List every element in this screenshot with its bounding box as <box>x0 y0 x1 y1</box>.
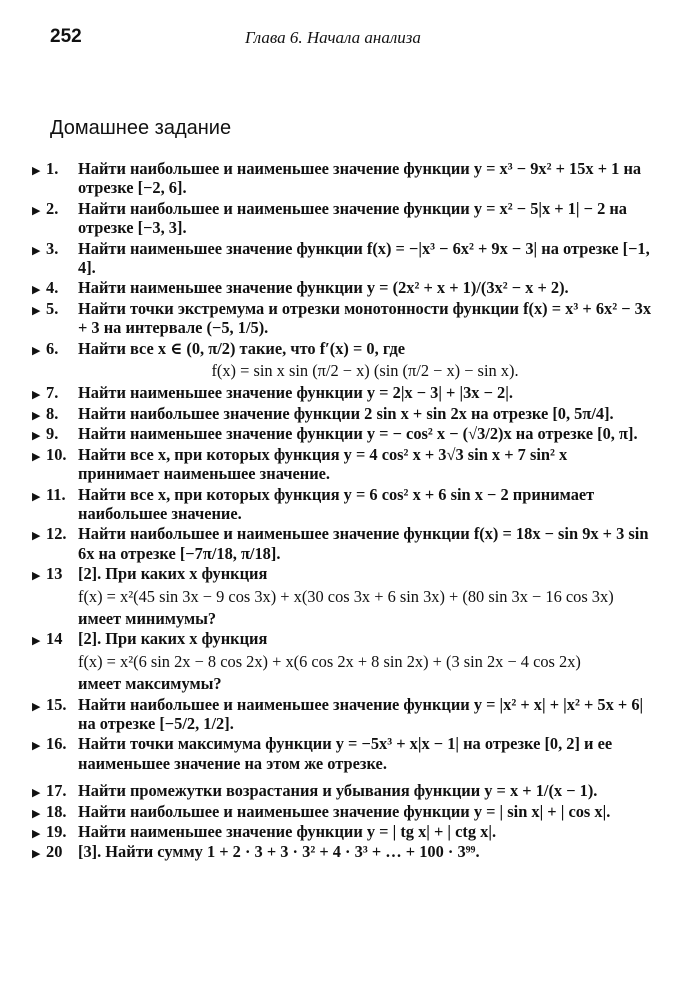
triangle-marker-icon: ▶ <box>32 284 41 297</box>
section-title: Домашнее задание <box>50 117 232 139</box>
problem-text: Найти точки экстремума и отрезки монотонности функции f(x) = x³ + 6x² − 3x + 3 на интервале (−5, 1/5). <box>78 298 652 338</box>
problem-number: 14 <box>46 629 63 649</box>
problem-text: Найти наибольшее и наименьшее значение функции y = | sin x| + | cos x|. <box>78 801 611 821</box>
problem-16 <box>32 734 652 773</box>
problem-text: Найти наибольшее и наименьшее значение функции y = |x² + x| + |x² + 5x + 6| на отрезке [−5/2, 1/2]. <box>78 694 644 733</box>
problem-number: 4. <box>46 278 59 298</box>
problem-text: Найти наибольшее значение функции 2 sin x + sin 2x на отрезке [0, 5π/4]. <box>78 403 614 423</box>
triangle-marker-icon: ▶ <box>32 787 41 800</box>
page-header <box>50 26 630 50</box>
problem-number: 19. <box>46 822 67 841</box>
problem-number: 2. <box>46 198 59 218</box>
problem-text: [2]. При каких x функция <box>78 629 268 649</box>
problem-number: 16. <box>46 734 67 754</box>
problem-text: Найти наименьшее значение функции y = (2x² + x + 1)/(3x² − x + 2). <box>78 278 569 298</box>
problem-number: 17. <box>46 781 67 801</box>
problem-number: 1. <box>46 159 59 178</box>
problem-number: 11. <box>46 484 66 504</box>
problem-text: Найти наименьшее значение функции y = | tg x| + | ctg x|. <box>78 822 497 841</box>
problem-number: 13 <box>46 564 63 584</box>
problem-2 <box>32 199 652 238</box>
running-title: Глава 6. Начала анализа <box>245 28 421 47</box>
problem-text: Найти промежутки возрастания и убывания функции y = x + 1/(x − 1). <box>78 781 598 801</box>
display-formula: f(x) = sin x sin (π/2 − x) (sin (π/2 − x) − sin x). <box>211 361 519 381</box>
problem-text: Найти наименьшее значение функции y = 2|x − 3| + |3x − 2|. <box>78 383 513 403</box>
problem-14 <box>32 629 652 693</box>
problem-text: Найти точки максимума функции y = −5x³ + x|x − 1| на отрезке [0, 2] и ее наименьшее значение на этом же отрезке. <box>78 734 613 773</box>
problem-text: [2]. При каких x функция <box>78 564 268 584</box>
problem-19 <box>32 822 652 841</box>
triangle-marker-icon: ▶ <box>32 530 41 543</box>
page-number: 252 <box>50 26 82 47</box>
problem-11 <box>32 485 652 524</box>
problem-text: Найти наибольшее и наименьшее значение функции y = x³ − 9x² + 15x + 1 на отрезке [−2, 6]. <box>78 159 642 198</box>
problem-number: 18. <box>46 801 67 821</box>
problem-9 <box>32 424 652 443</box>
triangle-marker-icon: ▶ <box>32 570 41 583</box>
triangle-marker-icon: ▶ <box>32 389 41 402</box>
problem-text: Найти все x, при которых функция y = 4 cos² x + 3√3 sin x + 7 sin² x принимает наименьшее значение. <box>78 444 568 484</box>
problem-8 <box>32 404 652 423</box>
problem-number: 8. <box>46 403 59 423</box>
problem-20 <box>32 842 652 861</box>
problem-number: 15. <box>46 694 67 714</box>
problem-number: 5. <box>46 298 59 318</box>
triangle-marker-icon: ▶ <box>32 807 41 820</box>
problem-5 <box>32 299 652 338</box>
triangle-marker-icon: ▶ <box>32 740 41 753</box>
triangle-marker-icon: ▶ <box>32 848 41 861</box>
triangle-marker-icon: ▶ <box>32 828 41 840</box>
problem-6 <box>32 339 652 381</box>
problem-number: 20 <box>46 842 63 862</box>
triangle-marker-icon: ▶ <box>32 204 41 217</box>
triangle-marker-icon: ▶ <box>32 409 41 422</box>
problem-number: 7. <box>46 383 59 403</box>
problem-list <box>32 159 652 863</box>
triangle-marker-icon: ▶ <box>32 635 41 648</box>
display-formula: f(x) = x²(6 sin 2x − 8 cos 2x) + x(6 cos 2x + 8 sin 2x) + (3 sin 2x − 4 cos 2x) <box>78 651 581 671</box>
triangle-marker-icon: ▶ <box>32 490 41 503</box>
problem-text: Найти наименьшее значение функции y = − cos² x − (√3/2)x на отрезке [0, π]. <box>78 424 638 444</box>
display-formula: f(x) = x²(45 sin 3x − 9 cos 3x) + x(30 cos 3x + 6 sin 3x) + (80 sin 3x − 16 cos 3x) <box>78 586 614 606</box>
triangle-marker-icon: ▶ <box>32 244 41 257</box>
problem-10 <box>32 445 652 484</box>
problem-number: 3. <box>46 238 59 258</box>
problem-text: [3]. Найти сумму 1 + 2 · 3 + 3 · 3² + 4 · 3³ + … + 100 · 3⁹⁹. <box>78 842 480 862</box>
problem-number: 12. <box>46 524 67 544</box>
problem-number: 10. <box>46 444 67 464</box>
triangle-marker-icon: ▶ <box>32 450 41 463</box>
triangle-marker-icon: ▶ <box>32 344 41 357</box>
triangle-marker-icon: ▶ <box>32 700 41 713</box>
problem-text-after: имеет минимумы? <box>78 608 217 628</box>
problem-3 <box>32 239 652 278</box>
problem-text: Найти все x ∈ (0, π/2) такие, что f′(x) = 0, где <box>78 338 406 358</box>
problem-18 <box>32 802 652 821</box>
problem-text: Найти наибольшее и наименьшее значение функции y = x² − 5|x + 1| − 2 на отрезке [−3, 3]. <box>78 198 628 238</box>
problem-text: Найти все x, при которых функция y = 6 cos² x + 6 sin x − 2 принимает наибольшее значение. <box>78 484 595 523</box>
problem-12 <box>32 524 652 563</box>
problem-1 <box>32 159 652 198</box>
problem-4 <box>32 278 652 297</box>
problem-number: 6. <box>46 338 59 358</box>
problem-13 <box>32 564 652 628</box>
problem-text-after: имеет максимумы? <box>78 674 222 694</box>
problem-17 <box>32 781 652 800</box>
problem-7 <box>32 383 652 402</box>
problem-text: Найти наибольшее и наименьшее значение функции f(x) = 18x − sin 9x + 3 sin 6x на отрезке [−7π/18, π/18]. <box>78 524 649 563</box>
triangle-marker-icon: ▶ <box>32 304 41 317</box>
problem-text: Найти наименьшее значение функции f(x) = −|x³ − 6x² + 9x − 3| на отрезке [−1, 4]. <box>78 238 650 278</box>
triangle-marker-icon: ▶ <box>32 165 41 177</box>
triangle-marker-icon: ▶ <box>32 430 41 443</box>
problem-number: 9. <box>46 424 59 444</box>
problem-15 <box>32 695 652 734</box>
